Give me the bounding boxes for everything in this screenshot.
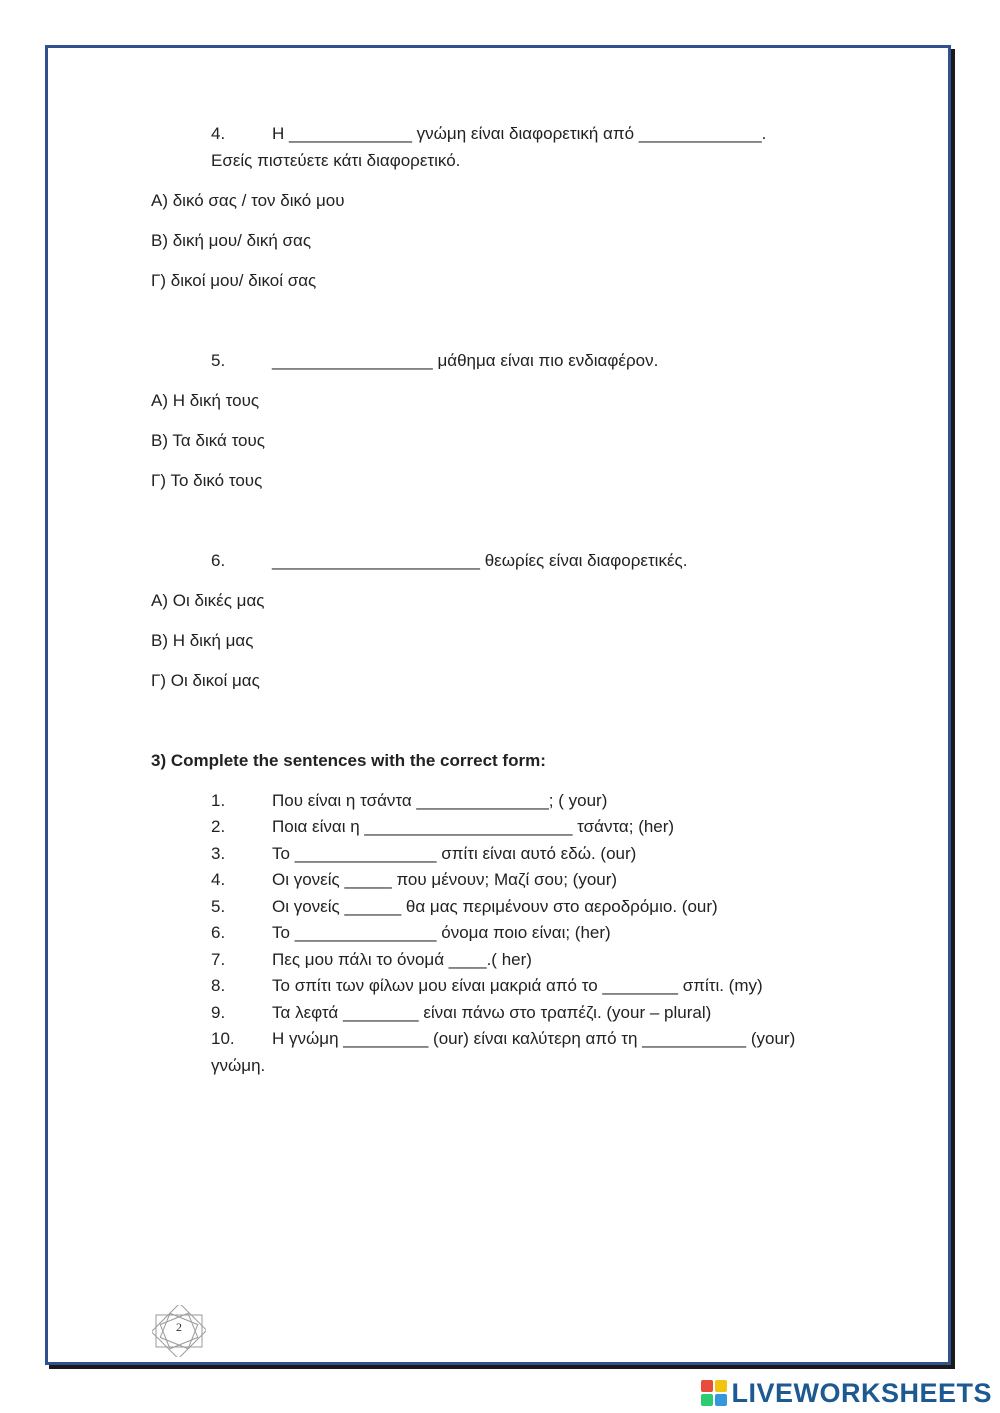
q6-number: 6. (211, 551, 226, 570)
q6-option-b[interactable]: Β) Η δική μας (151, 631, 254, 650)
s3-item-5-number: 5. (211, 897, 226, 916)
s3-item-6-number: 6. (211, 923, 226, 942)
brand-logo (701, 1378, 992, 1408)
q6-option-a[interactable]: Α) Οι δικές μας (151, 591, 265, 610)
s3-item-3-number: 3. (211, 844, 226, 863)
q4-option-c[interactable]: Γ) δικοί μου/ δικοί σας (151, 271, 317, 290)
brand-grid-cell (715, 1380, 727, 1392)
s3-item-6-text[interactable]: Το _______________ όνομα ποιο είναι; (her) (272, 923, 611, 942)
q4-sentence-cont: Εσείς πιστεύετε κάτι διαφορετικό. (211, 151, 461, 170)
s3-item-7-number: 7. (211, 950, 226, 969)
s3-item-4-number: 4. (211, 870, 226, 889)
q6-option-c[interactable]: Γ) Οι δικοί μας (151, 671, 260, 690)
s3-item-9-number: 9. (211, 1003, 226, 1022)
q5-option-b[interactable]: Β) Τα δικά τους (151, 431, 265, 450)
s3-item-10-number: 10. (211, 1029, 235, 1048)
brand-grid-icon (701, 1380, 727, 1406)
s3-item-7-text[interactable]: Πες μου πάλι το όνομά ____.( her) (272, 950, 532, 969)
s3-item-8-number: 8. (211, 976, 226, 995)
s3-item-8-text[interactable]: Το σπίτι των φίλων μου είναι μακριά από το ________ σπίτι. (my) (272, 976, 763, 995)
brand-grid-cell (701, 1394, 713, 1406)
s3-item-2-text[interactable]: Ποια είναι η ______________________ τσάντα; (her) (272, 817, 675, 836)
section3-heading: 3) Complete the sentences with the correct form: (151, 751, 546, 770)
s3-item-1-number: 1. (211, 791, 226, 810)
s3-item-10-text[interactable]: Η γνώμη _________ (our) είναι καλύτερη από τη ___________ (your) (272, 1029, 796, 1048)
s3-item-9-text[interactable]: Τα λεφτά ________ είναι πάνω στο τραπέζι. (your – plural) (272, 1003, 712, 1022)
q5-option-a[interactable]: Α) Η δική τους (151, 391, 260, 410)
s3-item-5-text[interactable]: Οι γονείς ______ θα μας περιμένουν στο αεροδρόμιο. (our) (272, 897, 718, 916)
q6-sentence: ______________________ θεωρίες είναι διαφορετικές. (272, 551, 688, 570)
s3-item-2-number: 2. (211, 817, 226, 836)
q4-sentence: Η _____________ γνώμη είναι διαφορετική από _____________. (272, 124, 767, 143)
q5-sentence: _________________ μάθημα είναι πιο ενδιαφέρον. (272, 351, 659, 370)
q5-option-c[interactable]: Γ) Το δικό τους (151, 471, 263, 490)
s3-item-3-text[interactable]: Το _______________ σπίτι είναι αυτό εδώ. (our) (272, 844, 637, 863)
s3-item-10-cont: γνώμη. (211, 1056, 266, 1075)
brand-grid-cell (715, 1394, 727, 1406)
s3-item-1-text[interactable]: Που είναι η τσάντα ______________; ( your) (272, 791, 608, 810)
q4-option-a[interactable]: Α) δικό σας / τον δικό μου (151, 191, 345, 210)
page-number: 2 (176, 1320, 182, 1334)
s3-item-4-text[interactable]: Οι γονείς _____ που μένουν; Μαζί σου; (your) (272, 870, 618, 889)
brand-name: LIVEWORKSHEETS (731, 1377, 992, 1408)
brand-grid-cell (701, 1380, 713, 1392)
q5-number: 5. (211, 351, 226, 370)
q4-option-b[interactable]: Β) δική μου/ δική σας (151, 231, 312, 250)
q4-number: 4. (211, 124, 226, 143)
